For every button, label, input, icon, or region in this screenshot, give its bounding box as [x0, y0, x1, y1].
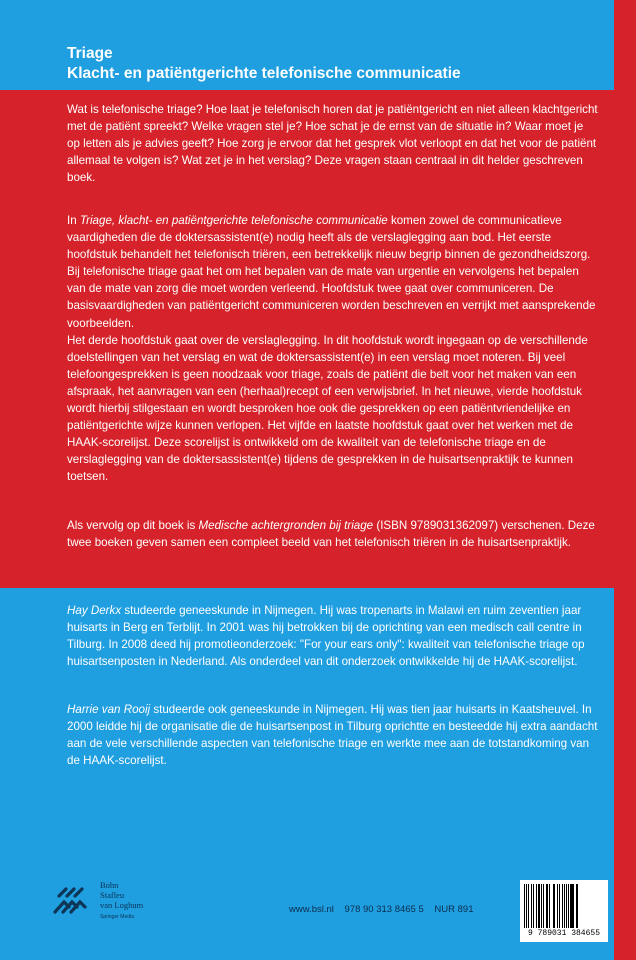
body-p1-post: komen zowel de communicatieve vaardigheden die de doktersassistent(e) nodig heeft als de verslaglegging aan bod. Het eerste hoofdstuk behandelt het telefonisch triëren, een betrekkelijk nieuw begrip binnen de gezondheidszorg. Bij telefonische triage gaat het om het bepalen van de mate van urgentie en vervolgens het bepalen van de mate van zorg die moet worden verleend. Hoofdstuk twee gaat over communiceren. De basisvaardigheden van patiëntgericht communiceren worden beschreven en verrijkt met aansprekende voorbeelden.	[67, 214, 596, 330]
body-paragraph-1	[67, 212, 599, 332]
body-p3-book-title: Medische achtergronden bij triage	[198, 519, 374, 532]
book-title	[67, 44, 461, 84]
sequel-paragraph	[67, 517, 599, 551]
footer-info	[289, 904, 481, 915]
body-p1-book-title: Triage, klacht- en patiëntgerichte telefonische communicatie	[79, 214, 388, 227]
author-bio-2-body: studeerde ook geneeskunde in Nijmegen. Hij was tien jaar huisarts in Kaatsheuvel. In 2000 leidde hij de organisatie die de huisartsenpost in Tilburg oprichtte en besteedde hij extra aandacht aan de vele verschillende aspecten van telefonische triage en werkte mee aan de totstandkoming van de HAAK-scorelijst.	[67, 703, 598, 768]
body-text	[67, 212, 599, 486]
intro-paragraph	[67, 101, 599, 186]
author-name-1: Hay Derkx	[67, 604, 122, 617]
author-bio-1-text	[67, 602, 599, 670]
publisher-name	[100, 880, 143, 922]
website: www.bsl.nl	[289, 904, 334, 915]
body-p3-post: (ISBN 9789031362097) verschenen. Deze twee boeken geven samen een compleet beeld van het telefonisch triëren in de huisartsenpraktijk.	[67, 519, 595, 550]
barcode-bars	[524, 884, 604, 928]
side-strip	[614, 0, 636, 960]
barcode	[520, 880, 608, 942]
barcode-number: 9 789031 384655	[527, 929, 600, 938]
author-bio-2-text	[67, 701, 599, 769]
publisher-logo-icon	[50, 882, 96, 920]
intro-text: Wat is telefonische triage? Hoe laat je telefonisch horen dat je patiëntgericht en niet alleen klachtgericht met de patiënt spreekt? Welke vragen stel je? Hoe schat je de ernst van de situatie in? Waar moet je op letten als je advies geeft? Hoe zorg je ervoor dat het gesprek vlot verloopt en dat het voor de patiënt allemaal te volgen is? Wat zet je in het verslag? Deze vragen staan centraal in dit helder geschreven boek.	[67, 103, 598, 185]
isbn: 978 90 313 8465 5	[344, 904, 424, 915]
title-main: Triage	[67, 45, 113, 62]
publisher-line-2: Stafleu	[100, 890, 125, 900]
author-bio-1-body: studeerde geneeskunde in Nijmegen. Hij was tropenarts in Malawi en ruim zeventien jaar huisarts in Berg en Terblijt. In 2001 was hij betrokken bij de oprichting van een medisch call centre in Tilburg. In 2008 deed hij promotieonderzoek: "For your ears only": kwaliteit van telefonische triage op huisartsenposten in Nederland. Als onderdeel van dit onderzoek ontwikkelde hij de HAAK-scorelijst.	[67, 604, 585, 669]
title-subtitle: Klacht- en patiëntgerichte telefonische communicatie	[67, 65, 461, 82]
publisher-sub: Springer Media	[100, 914, 134, 920]
body-p3-pre: Als vervolg op dit boek is	[67, 519, 199, 532]
body-paragraph-2: Het derde hoofdstuk gaat over de verslaglegging. In dit hoofdstuk wordt ingegaan op de verschillende doelstellingen van het verslag en wat de doktersassistent(e) in een verslag moet noteren. Bij veel telefoongesprekken is geen noodzaak voor triage, zoals de patiënt die belt voor het maken van een afspraak, het aanvragen van een (herhaal)recept of een verwijsbrief. In het nieuwe, vierde hoofdstuk wordt hierbij stilgestaan en wordt besproken hoe ook die gesprekken op een patiëntvriendelijke en patiëntgerichte wijze kunnen verlopen. Het vijfde en laatste hoofdstuk gaat over het werken met de HAAK-scorelijst. Deze scorelijst is ontwikkeld om de kwaliteit van de telefonische triage en de verslaglegging van de doktersassistent(e) tijdens de gesprekken in de huisartsenpraktijk te kunnen toetsen.	[67, 333, 588, 484]
author-name-2: Harrie van Rooij	[67, 703, 151, 716]
body-p1-pre: In	[67, 214, 80, 227]
publisher-line-1: Bohn	[100, 880, 119, 890]
nur-code: NUR 891	[434, 904, 474, 915]
barcode-bar	[578, 884, 580, 928]
author-bio-1	[67, 602, 599, 670]
publisher-logo	[50, 880, 143, 922]
author-bio-2	[67, 701, 599, 769]
publisher-line-3: van Loghum	[100, 900, 144, 910]
body-paragraph-3	[67, 517, 599, 551]
